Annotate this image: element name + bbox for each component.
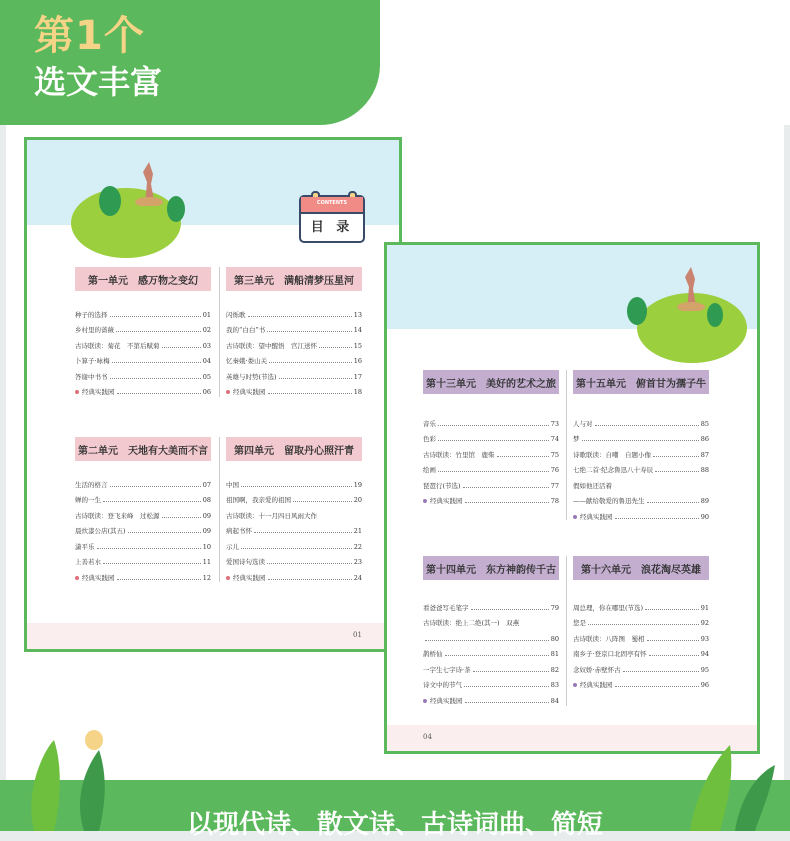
toc-row: 上善若水 11 — [75, 558, 211, 566]
column-divider — [219, 267, 220, 397]
toc-row: 经典实践园 18 — [226, 381, 362, 397]
hill-shape — [71, 188, 181, 258]
book-page-right — [384, 242, 760, 754]
column-divider — [566, 556, 567, 706]
sky-banner — [387, 245, 757, 329]
toc-row: 诗歌联读：自嘲 自题小像 87 — [573, 450, 709, 459]
toc-row: 古诗联读：十一月四日风雨大作 — [226, 511, 317, 520]
toc-row: 诗文中的节气 83 — [423, 681, 559, 689]
tree-shape — [627, 297, 647, 325]
toc-list — [75, 473, 211, 582]
page-number: 01 — [353, 631, 362, 639]
toc-row: 您是 92 — [573, 619, 709, 627]
toc-row: 鹊桥仙 81 — [423, 650, 559, 658]
toc-row: 我的“白白”书 14 — [226, 326, 362, 334]
toc-row: 蝉的一生 08 — [75, 496, 211, 504]
toc-row: 潇平乐 10 — [75, 542, 211, 551]
statue-icon — [135, 162, 163, 206]
toc-row: 经典实践园 96 — [573, 674, 709, 690]
toc-list — [75, 303, 211, 396]
toc-row: 七绝二首·纪念鲁迅八十寿辰 88 — [573, 466, 709, 474]
toc-list — [573, 412, 709, 521]
tree-shape — [167, 196, 185, 222]
toc-row: 答谢中书书 05 — [75, 372, 211, 381]
toc-row: 一字生七字诗·茶 82 — [423, 665, 559, 674]
toc-row: 梦 86 — [573, 435, 709, 443]
toc-row: 古诗联读：登飞来峰 过松源 09 — [75, 511, 211, 520]
toc-row: 经典实践园 78 — [423, 490, 559, 506]
toc-list — [423, 412, 559, 505]
toc-row: 古诗联读：绝上二绝(其一) 双燕 — [423, 619, 520, 627]
unit-header: 第一单元 感万物之变幻 — [75, 267, 211, 291]
toc-row: 爱国诗句选读 23 — [226, 558, 362, 566]
unit-header: 第四单元 留取丹心照汗青 — [226, 437, 362, 461]
toc-title: 目 录 — [310, 220, 354, 235]
unit-header: 第十四单元 东方神韵传千古 — [423, 556, 559, 580]
bottom-caption: 以现代诗、散文诗、古诗词曲、简短 — [186, 810, 603, 840]
toc-row: 晨炊漆公店(其五) 09 — [75, 527, 211, 535]
tree-shape — [707, 303, 723, 327]
toc-row: 英雄与时势(节选) 17 — [226, 372, 362, 381]
statue-icon — [677, 267, 705, 311]
toc-row: 古诗联读：望中醒悟 宫江送怀 15 — [226, 341, 362, 350]
column-divider — [566, 370, 567, 520]
toc-list — [573, 596, 709, 689]
toc-row: 琵琶行(节选) 77 — [423, 481, 559, 490]
toc-list — [226, 473, 362, 582]
toc-row: 人与对 85 — [573, 419, 709, 428]
toc-row: 卜算子·咏梅 04 — [75, 357, 211, 365]
toc-list — [423, 596, 559, 705]
unit-header: 第十三单元 美好的艺术之旅 — [423, 370, 559, 394]
toc-row: 经典实践园 06 — [75, 381, 211, 397]
toc-row: 念奴娇·赤壁怀古 95 — [573, 665, 709, 674]
page-footer — [27, 623, 399, 649]
tree-shape — [99, 186, 121, 216]
headline: 第1个 — [34, 13, 145, 59]
toc-row: 音乐 73 — [423, 419, 559, 428]
unit-header: 第十六单元 浪花淘尽英雄 — [573, 556, 709, 580]
unit-header: 第十五单元 俯首甘为孺子牛 — [573, 370, 709, 394]
book-page-left — [24, 137, 402, 652]
toc-row: 古诗联读：八阵图 蜀相 93 — [573, 634, 709, 643]
contents-calendar-icon — [299, 195, 365, 243]
toc-row: 色彩 74 — [423, 435, 559, 443]
contents-label: CONTENTS — [316, 200, 348, 206]
toc-row: 看爸爸写毛笔字 79 — [423, 603, 559, 612]
toc-row: 示儿 22 — [226, 542, 362, 551]
toc-row: 周总理，你在哪里(节选) 91 — [573, 603, 709, 612]
toc-row: 经典实践园 84 — [423, 689, 559, 705]
toc-row: 祖国啊，我亲爱的祖国 20 — [226, 496, 362, 504]
toc-row: 中国 19 — [226, 480, 362, 489]
unit-header: 第二单元 天地有大美而不言 — [75, 437, 211, 461]
toc-row: 古诗联读：竹里馆 鹿柴 75 — [423, 450, 559, 459]
toc-row: 忆秦娥·娄山关 16 — [226, 357, 362, 365]
toc-row: 闪烁歌 13 — [226, 310, 362, 319]
toc-list — [226, 303, 362, 396]
toc-row: 假如他还活着 — [573, 481, 612, 490]
toc-row: 经典实践园 24 — [226, 566, 362, 582]
subheadline: 选文丰富 — [34, 63, 163, 101]
toc-row: 古诗联读：菊花 不第后赋菊 03 — [75, 341, 211, 350]
toc-row: 经典实践园 90 — [573, 505, 709, 521]
column-divider — [219, 437, 220, 582]
toc-row: 南乡子·登京口北固亭有怀 94 — [573, 650, 709, 658]
toc-row: ——献给敬爱的鲁迅先生 89 — [573, 497, 709, 505]
toc-row: 经典实践园 12 — [75, 566, 211, 582]
toc-row: 乡村里的蔷薇 02 — [75, 326, 211, 334]
unit-header: 第三单元 满船清梦压星河 — [226, 267, 362, 291]
page-number: 04 — [423, 733, 432, 741]
toc-row: 病起书怀 21 — [226, 527, 362, 535]
toc-row: 生活的格言 07 — [75, 480, 211, 489]
toc-row: 种子的选择 01 — [75, 310, 211, 319]
toc-row: 80 — [423, 627, 559, 643]
toc-row: 绘画 76 — [423, 466, 559, 474]
